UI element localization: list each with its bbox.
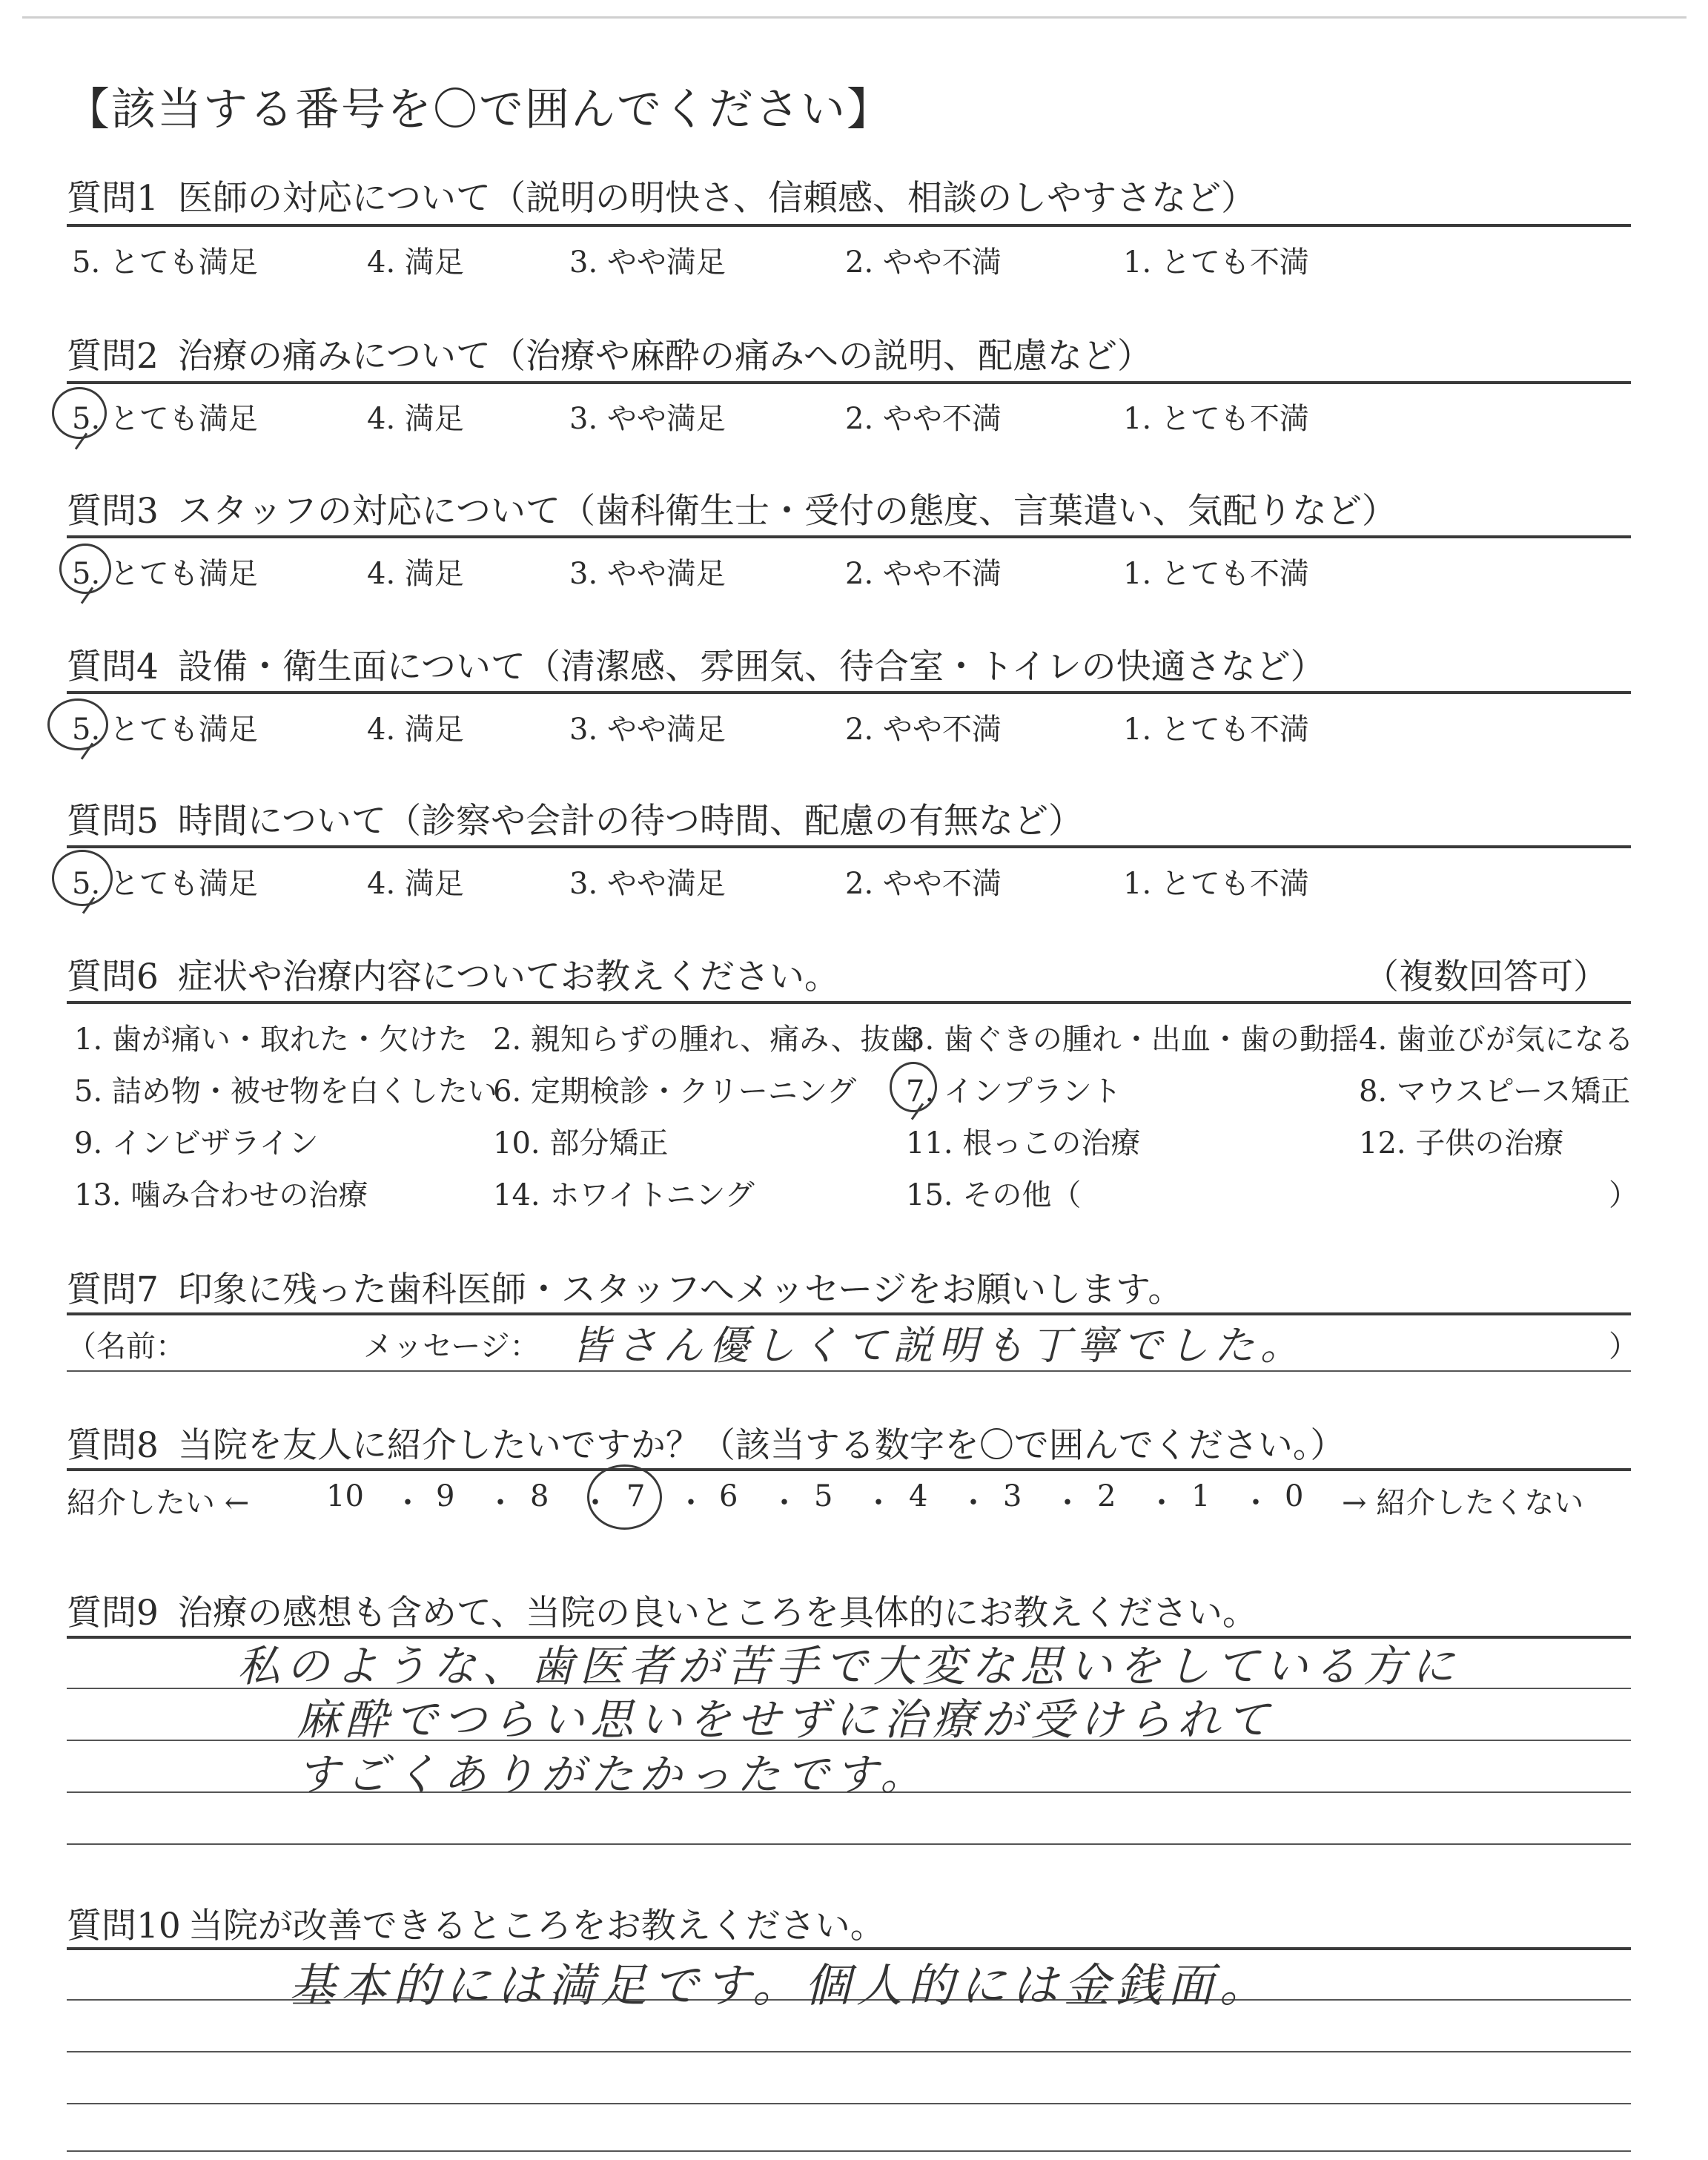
- option-2[interactable]: 2. やや不満: [845, 867, 1002, 901]
- question-text: 症状や治療内容についてお教えください。: [177, 957, 839, 997]
- question-number: 質問1: [67, 178, 159, 219]
- question-number: 質問3: [67, 491, 159, 532]
- question-text: 治療の痛みについて（治療や麻酔の痛みへの説明、配慮など）: [177, 336, 1153, 377]
- symptom-option-2[interactable]: 2. 親知らずの腫れ、痛み、抜歯: [493, 1023, 920, 1057]
- scale-dot: ・: [769, 1486, 799, 1520]
- symptom-option-5[interactable]: 5. 詰め物・被せ物を白くしたい: [74, 1074, 497, 1109]
- scale-value-8[interactable]: 8: [530, 1479, 549, 1513]
- symptom-option-14[interactable]: 14. ホワイトニング: [493, 1178, 755, 1212]
- option-2[interactable]: 2. やや不満: [845, 402, 1002, 436]
- option-5[interactable]: 5. とても満足: [72, 245, 258, 280]
- name-label: （名前：: [67, 1330, 185, 1364]
- option-4[interactable]: 4. 満足: [367, 867, 464, 901]
- answer-rule: [67, 845, 1631, 848]
- option-5[interactable]: 5. とても満足: [72, 713, 258, 747]
- symptom-option-4[interactable]: 4. 歯並びが気になる: [1359, 1023, 1634, 1057]
- option-1[interactable]: 1. とても不満: [1123, 402, 1309, 436]
- question-text: 当院が改善できるところをお教えください。: [188, 1906, 885, 1946]
- option-3[interactable]: 3. やや満足: [569, 245, 726, 280]
- question-number: 質問5: [67, 801, 159, 842]
- symptom-option-3[interactable]: 3. 歯ぐきの腫れ・出血・歯の動揺: [906, 1023, 1359, 1057]
- option-2[interactable]: 2. やや不満: [845, 245, 1002, 280]
- symptom-option-8[interactable]: 8. マウスピース矯正: [1359, 1074, 1631, 1109]
- selection-circle: [47, 698, 108, 750]
- answer-rule: [67, 2150, 1631, 2152]
- selection-circle: [52, 387, 107, 439]
- scale-value-5[interactable]: 5: [814, 1479, 833, 1513]
- scale-right-label: → 紹介したくない: [1342, 1486, 1584, 1520]
- option-3[interactable]: 3. やや満足: [569, 402, 726, 436]
- scale-dot: ・: [1241, 1486, 1271, 1520]
- scale-value-0[interactable]: 0: [1285, 1479, 1304, 1513]
- question-number: 質問6: [67, 957, 159, 997]
- scale-dot: ・: [393, 1486, 423, 1520]
- option-5[interactable]: 5. とても満足: [72, 867, 258, 901]
- scale-value-9[interactable]: 9: [436, 1479, 455, 1513]
- symptom-option-7[interactable]: 7. インプラント: [906, 1074, 1122, 1109]
- symptom-option-11[interactable]: 11. 根っこの治療: [906, 1126, 1141, 1160]
- question-text: 設備・衛生面について（清潔感、雰囲気、待合室・トイレの快適さなど）: [177, 647, 1325, 687]
- option-1[interactable]: 1. とても不満: [1123, 867, 1309, 901]
- scale-dot: ・: [959, 1486, 988, 1520]
- option-4[interactable]: 4. 満足: [367, 245, 464, 280]
- symptom-option-9[interactable]: 9. インビザライン: [74, 1126, 319, 1160]
- answer-rule: [67, 1370, 1631, 1372]
- question-number: 質問8: [67, 1425, 159, 1466]
- question-text: 印象に残った歯科医師・スタッフへメッセージをお願いします。: [177, 1269, 1183, 1310]
- question-4: [67, 639, 1325, 689]
- answer-rule: [67, 2051, 1631, 2052]
- question-number: 質問2: [67, 336, 159, 377]
- scale-value-1[interactable]: 1: [1191, 1479, 1211, 1513]
- answer-rule: [67, 535, 1631, 538]
- option-1[interactable]: 1. とても不満: [1123, 713, 1309, 747]
- scale-value-7[interactable]: 7: [626, 1479, 646, 1513]
- option-4[interactable]: 4. 満足: [367, 713, 464, 747]
- question-6: [67, 949, 839, 999]
- question-7: [67, 1262, 1182, 1312]
- handwritten-answer-line[interactable]: 基本的には満足です。個人的には金銭面。: [289, 1958, 1272, 2012]
- handwritten-message[interactable]: 皆さん優しくて説明も丁寧でした。: [571, 1322, 1306, 1369]
- message-label: メッセージ：: [363, 1330, 540, 1364]
- option-5[interactable]: 5. とても満足: [72, 557, 258, 591]
- question-text: 時間について（診察や会計の待つ時間、配慮の有無など）: [177, 801, 1083, 842]
- question-text: スタッフの対応について（歯科衛生士・受付の態度、言葉遣い、気配りなど）: [177, 491, 1397, 532]
- answer-rule: [67, 1468, 1631, 1471]
- multiple-answers-note: （複数回答可）: [1364, 957, 1608, 997]
- question-3: [67, 483, 1397, 533]
- question-9: [67, 1585, 1257, 1635]
- option-1[interactable]: 1. とても不満: [1123, 557, 1309, 591]
- selection-circle: [59, 544, 111, 594]
- scale-value-10[interactable]: 10: [326, 1479, 364, 1513]
- handwritten-answer-line[interactable]: 麻酔でつらい思いをせずに治療が受けられて: [297, 1694, 1276, 1745]
- option-2[interactable]: 2. やや不満: [845, 557, 1002, 591]
- scale-dot: ・: [1147, 1486, 1176, 1520]
- scale-value-3[interactable]: 3: [1003, 1479, 1022, 1513]
- selection-circle: [890, 1062, 937, 1112]
- option-3[interactable]: 3. やや満足: [569, 713, 726, 747]
- scale-dot: ・: [676, 1486, 706, 1520]
- scale-dot: ・: [1053, 1486, 1082, 1520]
- handwritten-answer-line[interactable]: すごくありがたかったです。: [297, 1749, 930, 1800]
- question-8: [67, 1418, 1345, 1467]
- other-close-paren: ）: [1609, 1178, 1638, 1212]
- option-4[interactable]: 4. 満足: [367, 557, 464, 591]
- selection-circle: [52, 850, 113, 906]
- question-10: [67, 1898, 885, 1948]
- question-number: 質問7: [67, 1269, 159, 1310]
- option-3[interactable]: 3. やや満足: [569, 557, 726, 591]
- answer-rule: [67, 691, 1631, 694]
- symptom-option-1[interactable]: 1. 歯が痛い・取れた・欠けた: [74, 1023, 468, 1057]
- question-text: 医師の対応について（説明の明快さ、信頼感、相談のしやすさなど）: [177, 178, 1257, 219]
- question-text: 治療の感想も含めて、当院の良いところを具体的にお教えください。: [177, 1593, 1257, 1634]
- question-text: 当院を友人に紹介したいですか？（該当する数字を〇で囲んでください。）: [177, 1425, 1345, 1466]
- scale-dot: ・: [580, 1486, 610, 1520]
- scale-value-4[interactable]: 4: [909, 1479, 928, 1513]
- option-1[interactable]: 1. とても不満: [1123, 245, 1309, 280]
- answer-rule: [67, 224, 1631, 227]
- answer-rule: [67, 1001, 1631, 1004]
- option-5[interactable]: 5. とても満足: [72, 402, 258, 436]
- form-header: 【該当する番号を〇で囲んでください】: [65, 84, 893, 136]
- symptom-option-12[interactable]: 12. 子供の治療: [1359, 1126, 1564, 1160]
- handwritten-answer-line[interactable]: 私のような、歯医者が苦手で大変な思いをしている方に: [237, 1641, 1461, 1691]
- answer-rule: [67, 1843, 1631, 1845]
- symptom-option-15[interactable]: 15. その他（: [906, 1178, 1082, 1212]
- selection-circle: [587, 1464, 662, 1530]
- scale-dot: ・: [864, 1486, 893, 1520]
- question-number: 質問4: [67, 647, 159, 687]
- option-2[interactable]: 2. やや不満: [845, 713, 1002, 747]
- symptom-option-10[interactable]: 10. 部分矯正: [493, 1126, 669, 1160]
- question-number: 質問10: [67, 1906, 181, 1946]
- top-border: [22, 16, 1687, 19]
- scale-left-label: 紹介したい ←: [67, 1486, 250, 1520]
- question-number: 質問9: [67, 1593, 159, 1634]
- symptom-option-6[interactable]: 6. 定期検診・クリーニング: [493, 1074, 857, 1109]
- answer-rule: [67, 2103, 1631, 2104]
- scale-value-6[interactable]: 6: [719, 1479, 738, 1513]
- question-1: [67, 171, 1256, 220]
- question-2: [67, 328, 1152, 378]
- scale-dot: ・: [486, 1486, 515, 1520]
- option-4[interactable]: 4. 満足: [367, 402, 464, 436]
- message-close-paren: ）: [1609, 1330, 1638, 1364]
- symptom-option-13[interactable]: 13. 噛み合わせの治療: [74, 1178, 368, 1212]
- option-3[interactable]: 3. やや満足: [569, 867, 726, 901]
- scale-value-2[interactable]: 2: [1097, 1479, 1116, 1513]
- answer-rule: [67, 381, 1631, 384]
- question-5: [67, 793, 1083, 843]
